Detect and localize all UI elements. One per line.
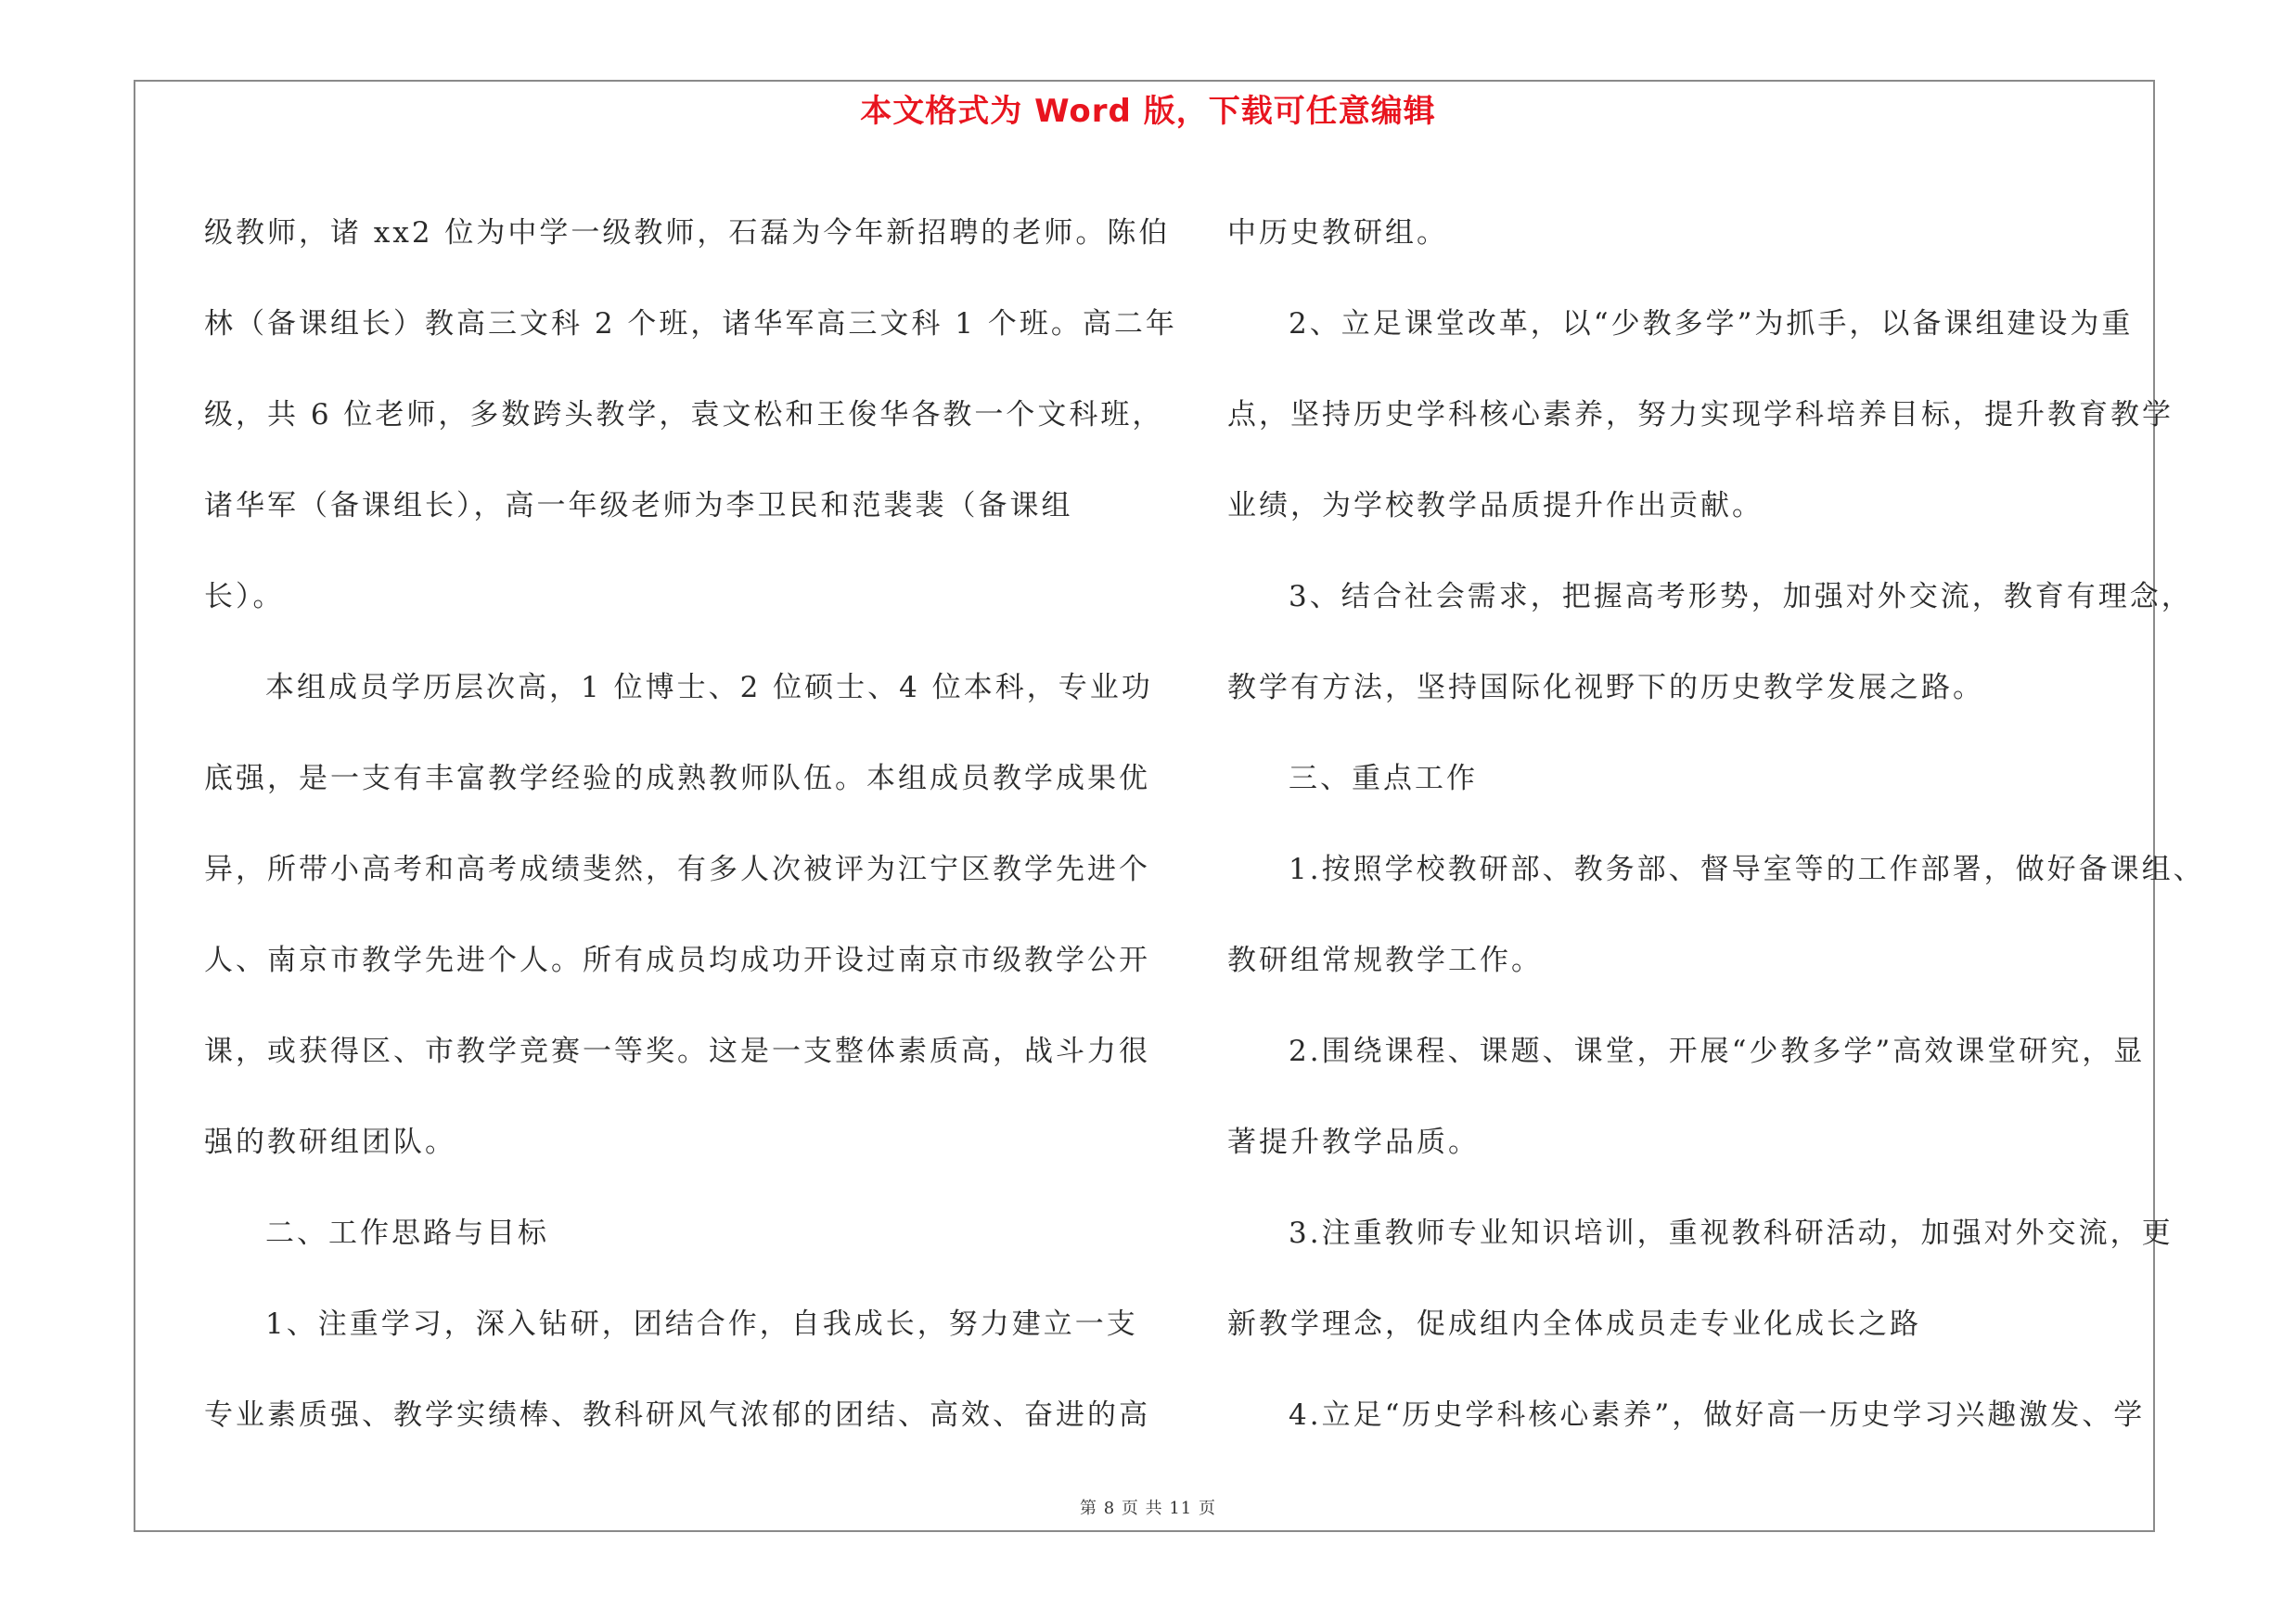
- text-line: 新教学理念，促成组内全体成员走专业化成长之路: [1227, 1307, 1921, 1341]
- text-line: 二、工作思路与目标: [265, 1217, 549, 1250]
- text-line: 级教师，诸 xx2 位为中学一级教师，石磊为今年新招聘的老师。陈伯: [204, 216, 1171, 250]
- text-line: 诸华军（备课组长），高一年级老师为李卫民和范裴裴（备课组: [204, 489, 1073, 522]
- text-line: 3、结合社会需求，把握高考形势，加强对外交流，教育有理念，: [1289, 580, 2193, 613]
- text-line: 2.围绕课程、课题、课堂，开展“少教多学”高效课堂研究，显: [1289, 1035, 2146, 1068]
- text-line: 专业素质强、教学实绩棒、教科研风气浓郁的团结、高效、奋进的高: [204, 1398, 1150, 1432]
- left-text-column: [204, 187, 1177, 1461]
- text-line: 级，共 6 位老师，多数跨头教学，袁文松和王俊华各教一个文科班，: [204, 398, 1164, 432]
- text-line: 1、注重学习，深入钻研，团结合作，自我成长，努力建立一支: [265, 1307, 1138, 1341]
- text-line: 本组成员学历层次高，1 位博士、2 位硕士、4 位本科，专业功: [265, 671, 1153, 704]
- text-line: 课，或获得区、市教学竞赛一等奖。这是一支整体素质高，战斗力很: [204, 1035, 1150, 1068]
- text-line: 林（备课组长）教高三文科 2 个班，诸华军高三文科 1 个班。高二年: [204, 307, 1177, 341]
- text-line: 2、立足课堂改革，以“少教多学”为抓手，以备课组建设为重: [1289, 307, 2134, 341]
- text-line: 3.注重教师专业知识培训，重视教科研活动，加强对外交流，更: [1289, 1217, 2174, 1250]
- text-line: 点，坚持历史学科核心素养，努力实现学科培养目标，提升教育教学: [1227, 398, 2174, 432]
- page-number-footer: 第 8 页 共 11 页: [1080, 1499, 1216, 1518]
- text-line: 异，所带小高考和高考成绩斐然，有多人次被评为江宁区教学先进个: [204, 853, 1150, 886]
- text-line: 长）。: [204, 580, 285, 613]
- text-line: 著提升教学品质。: [1227, 1126, 1480, 1159]
- text-line: 三、重点工作: [1289, 762, 1478, 795]
- text-line: 人、南京市教学先进个人。所有成员均成功开设过南京市级教学公开: [204, 944, 1150, 977]
- text-line: 底强，是一支有丰富教学经验的成熟教师队伍。本组成员教学成果优: [204, 762, 1150, 795]
- text-line: 强的教研组团队。: [204, 1126, 456, 1159]
- text-line: 4.立足“历史学科核心素养”，做好高一历史学习兴趣激发、学: [1289, 1398, 2146, 1432]
- text-line: 1.按照学校教研部、教务部、督导室等的工作部署，做好备课组、: [1289, 853, 2205, 886]
- right-text-column: [1227, 187, 2205, 1461]
- text-line: 中历史教研组。: [1227, 216, 1448, 250]
- text-line: 教学有方法，坚持国际化视野下的历史教学发展之路。: [1227, 671, 1984, 704]
- word-format-notice: 本文格式为 Word 版，下载可任意编辑: [860, 93, 1436, 130]
- text-line: 业绩，为学校教学品质提升作出贡献。: [1227, 489, 1764, 522]
- text-line: 教研组常规教学工作。: [1227, 944, 1543, 977]
